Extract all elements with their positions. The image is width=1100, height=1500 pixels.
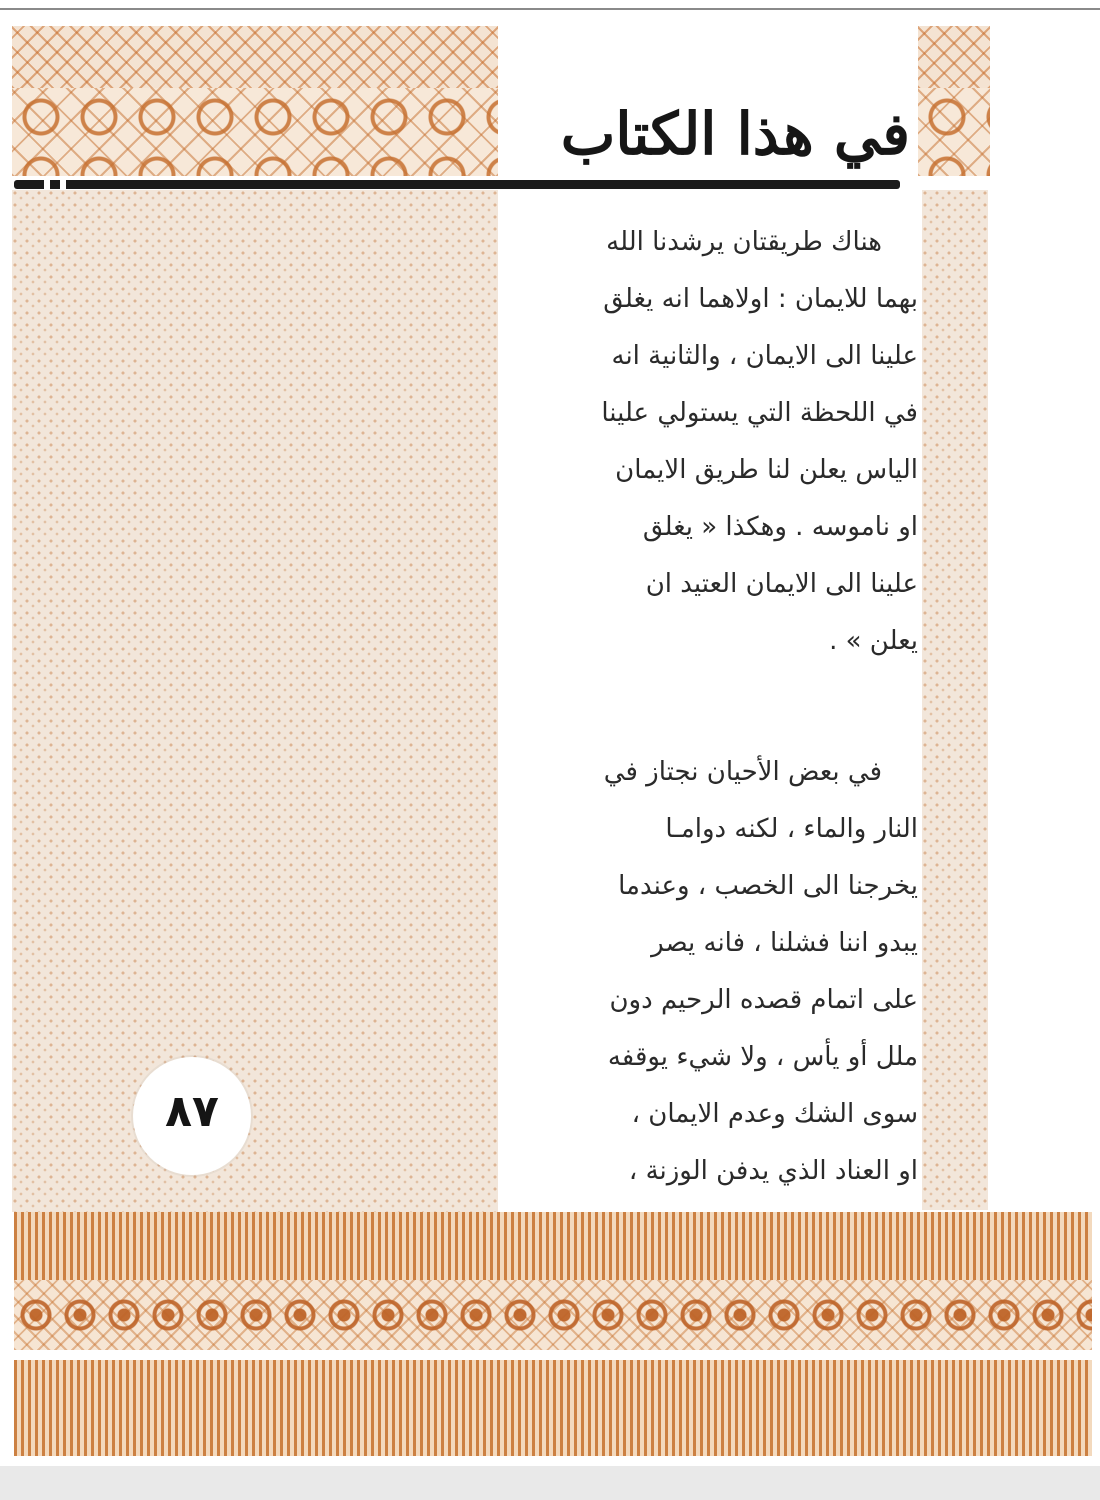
- paragraph-spacer: [498, 670, 918, 744]
- scan-shadow: [0, 1466, 1100, 1500]
- text-line: يعلن » .: [829, 626, 918, 656]
- article-body: [498, 214, 918, 1204]
- underline-gap: [44, 180, 50, 189]
- text-line: ملل أو يأس ، ولا شيء يوقفه: [607, 1042, 918, 1072]
- text-line: يخرجنا الى الخصب ، وعندما: [618, 871, 918, 901]
- text-line: في بعض الأحيان نجتاز في: [603, 757, 882, 787]
- text-line: او ناموسه . وهكذا « يغلق: [642, 512, 918, 542]
- ornamental-corner-tile: [918, 88, 990, 176]
- text-line: او العناد الذي يدفن الوزنة ،: [628, 1156, 918, 1186]
- paragraph-1: [498, 214, 918, 670]
- text-line: النار والماء ، لكنه دوامـا: [665, 814, 918, 844]
- text-line: علينا الى الايمان العتيد ان: [645, 569, 918, 599]
- page-number: ٨٧: [165, 1086, 219, 1137]
- text-line: هناك طريقتان يرشدنا الله: [606, 227, 882, 257]
- text-line: الياس يعلن لنا طريق الايمان: [615, 455, 918, 485]
- top-border-line: [0, 8, 1100, 10]
- paragraph-2: [498, 744, 918, 1257]
- ornamental-band-top: [12, 26, 498, 88]
- ornamental-stripe-band-bottom: [14, 1360, 1092, 1456]
- text-line: يبدو اننا فشلنا ، فانه يصر: [651, 928, 918, 958]
- underline-gap: [60, 180, 66, 189]
- ornamental-stripe-band-top: [14, 1212, 1092, 1280]
- ornamental-tile-band: [12, 88, 498, 176]
- page-title: في هذا الكتاب: [560, 100, 910, 168]
- text-line: سوى الشك وعدم الايمان ،: [631, 1099, 918, 1129]
- text-line: على اتمام قصده الرحيم دون: [609, 985, 918, 1015]
- ornamental-border-right: [922, 190, 988, 1210]
- text-line: في اللحظة التي يستولي علينا: [601, 398, 918, 428]
- text-line: بهما للايمان : اولاهما انه يغلق: [603, 284, 918, 314]
- text-line: علينا الى الايمان ، والثانية انه: [611, 341, 918, 371]
- title-underline: [14, 180, 900, 189]
- ornamental-corner-top: [918, 26, 990, 88]
- ornamental-rosette-band: [14, 1280, 1092, 1350]
- ornamental-panel-left: [12, 190, 498, 1212]
